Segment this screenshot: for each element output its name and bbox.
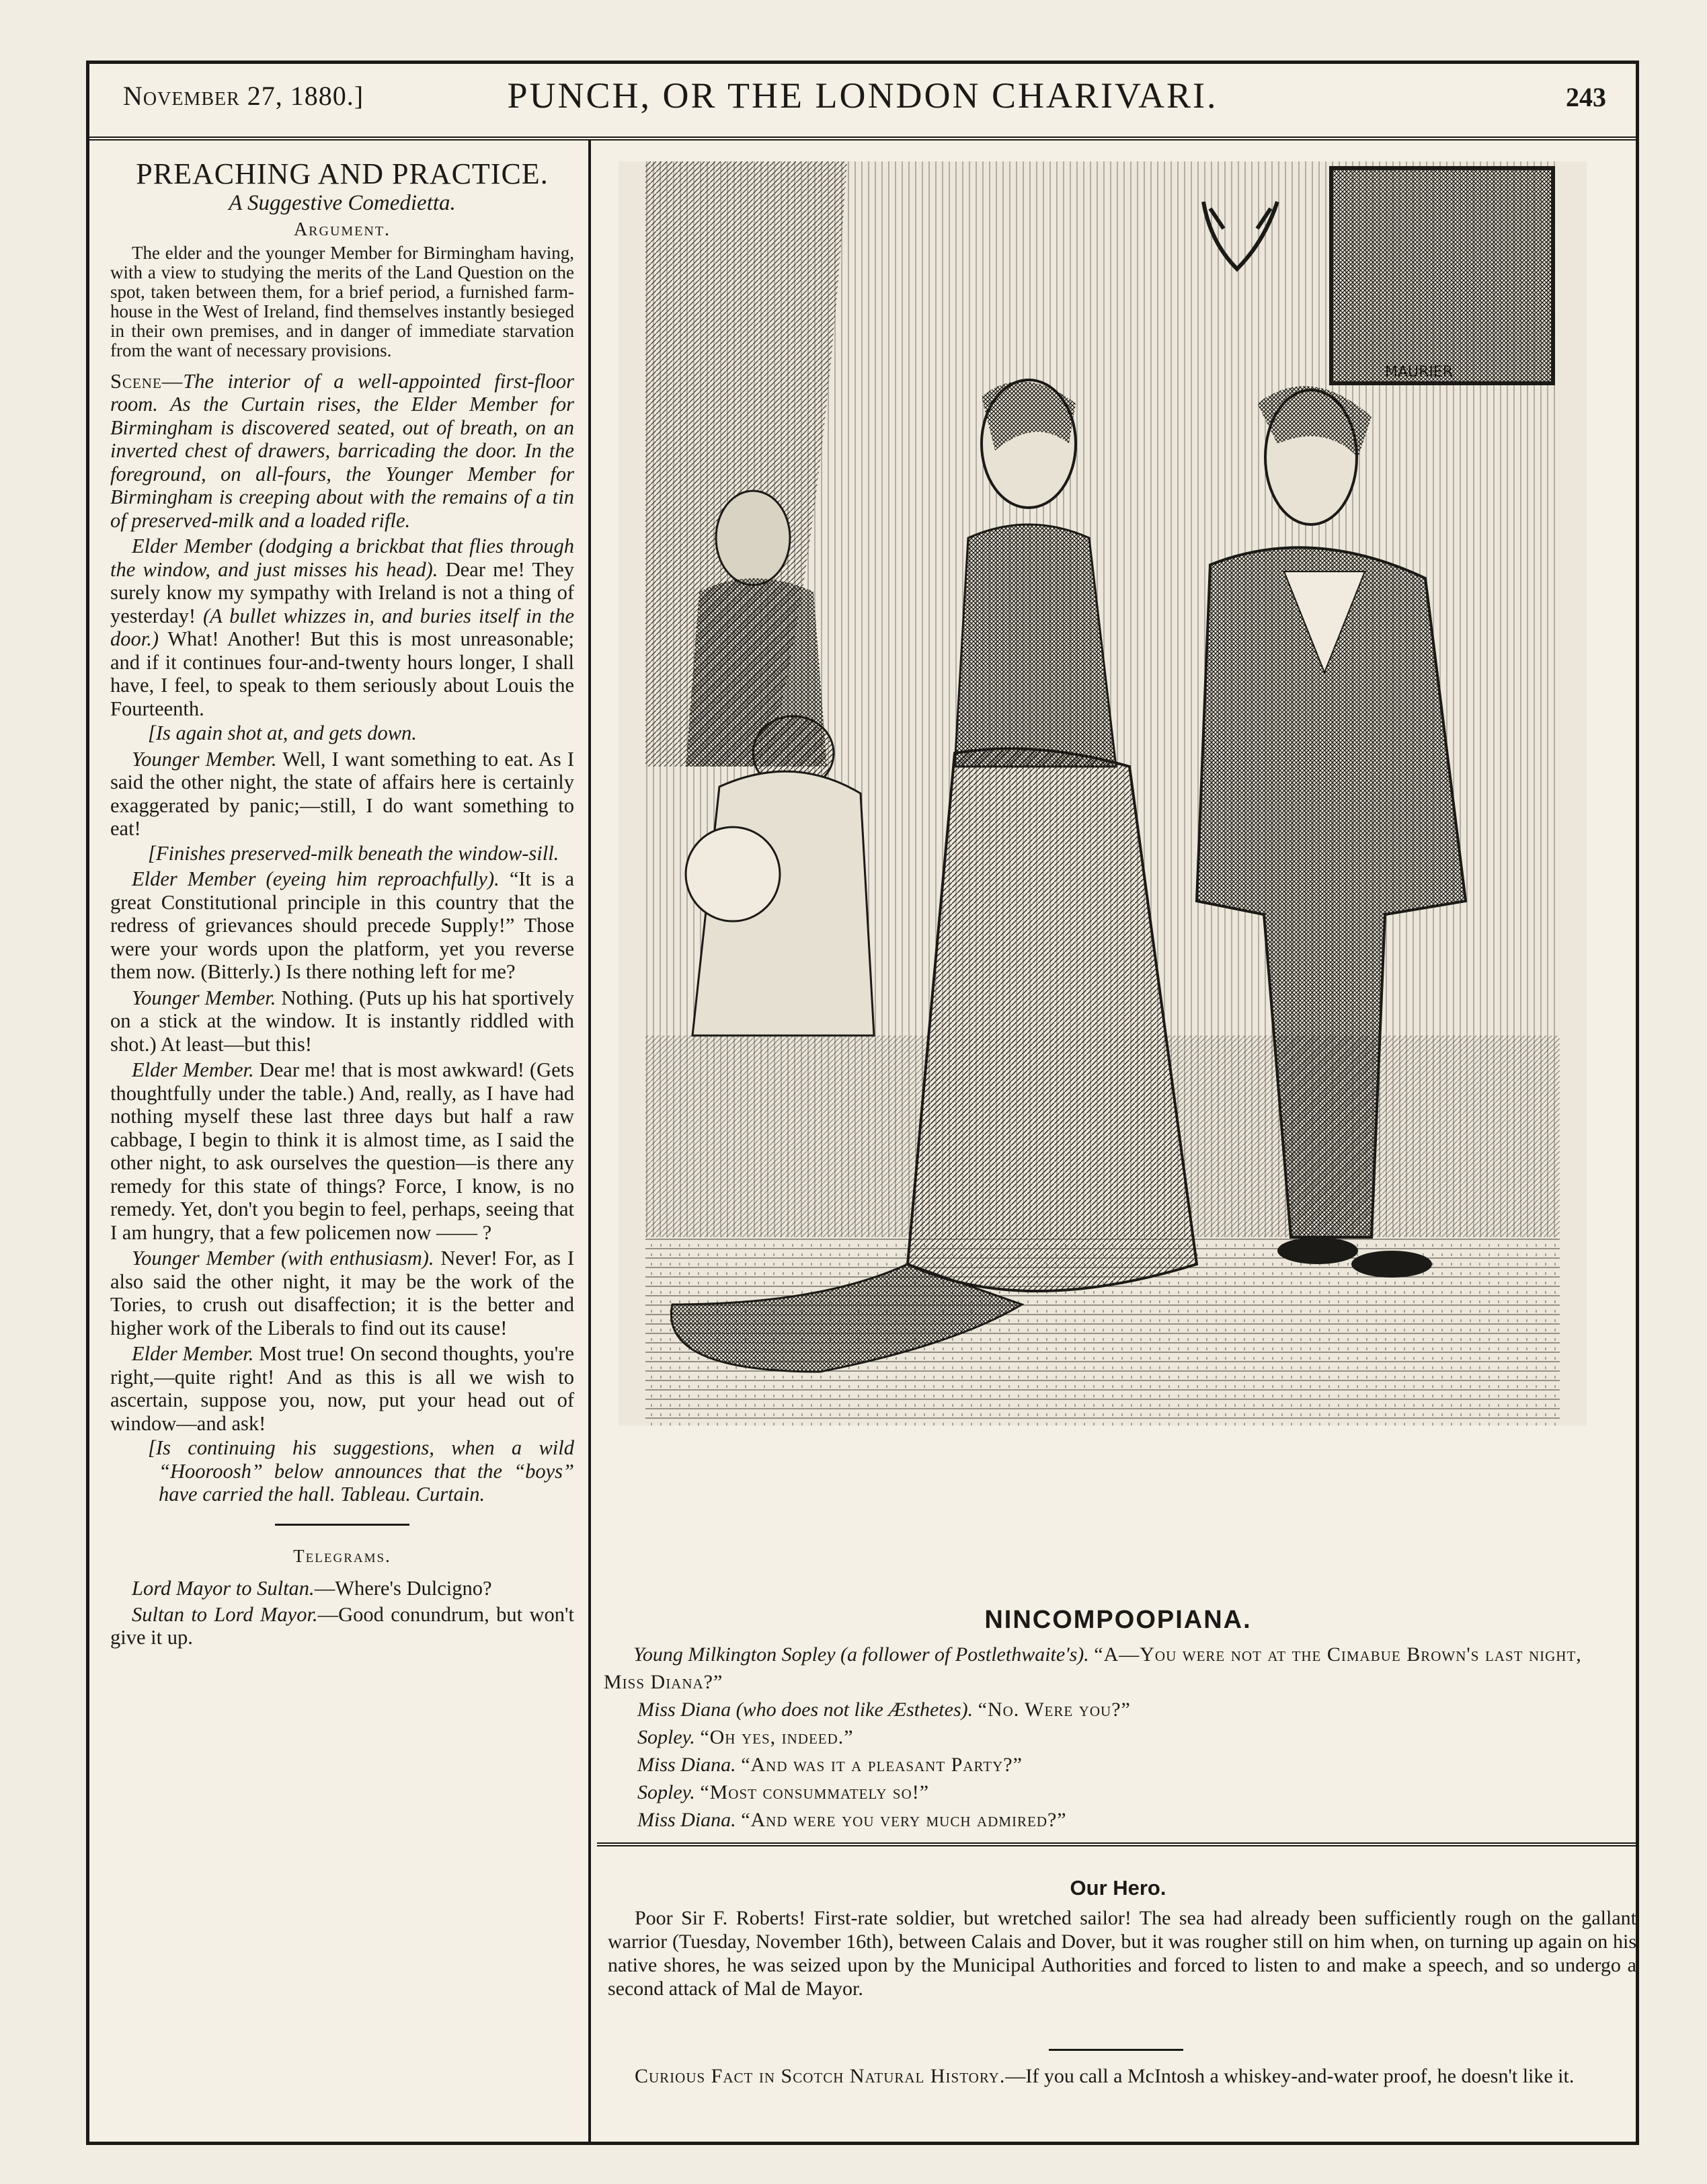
dialogue-paragraph [110, 1247, 574, 1339]
telegram-label: Sultan to Lord Mayor. [132, 1602, 318, 1626]
argument-text: The elder and the younger Member for Birmingham having, with a view to studying the merits of the Land Question on the spot, taken between them, for a brief period, a furnished farm-house in the West of Ireland, find themselves instantly besieged in their own premises, and in danger of immediate starvation from the want of necessary provisions. [110, 242, 574, 360]
section-divider [275, 1524, 409, 1526]
dialogue-paragraph [110, 867, 574, 984]
dialogue-line [604, 1806, 1626, 1834]
cartoon-dialogue [604, 1641, 1626, 1834]
speaker: Elder Member. [132, 1058, 254, 1081]
dialogue-paragraph [110, 986, 574, 1056]
speech: Most true! On second thoughts, you're right,—quite right! And as this is all we wish to ascertain, suppose you, now, put your head out of window—and ask! [110, 1342, 574, 1435]
speaker: Miss Diana. [637, 1754, 736, 1776]
stage-direction-line: [Is again shot at, and gets down. [148, 722, 417, 744]
section-divider [1049, 2049, 1183, 2051]
dialogue-line [604, 1723, 1626, 1751]
argument-heading: Argument. [293, 219, 391, 240]
scene-paragraph [110, 370, 574, 533]
speaker: Miss Diana. [637, 1809, 736, 1831]
dialogue-paragraph [110, 1058, 574, 1244]
hero-text: Poor Sir F. Roberts! First-rate soldier, but wretched sailor! The sea had already been sufficiently rough on the gallant warrior (Tuesday, November 16th), between Calais and Dover, but it was rougher still on him when, on turning up again on his native shores, he was seized upon by the Municipal Authorities and forced to listen to and make a speech, and so undergo a second attack of Mal de Mayor. [608, 1907, 1636, 2000]
telegram-line [110, 1603, 574, 1649]
speaker: Elder Member. [132, 1342, 254, 1365]
article-preaching-and-practice [110, 157, 575, 1649]
speech: “A—You were not at the Cimabue Brown's last night, Miss Diana?” [604, 1643, 1582, 1693]
issue-date: November 27, 1880.] [123, 81, 364, 111]
scene-text: The interior of a well-appointed first-floor room. As the Curtain rises, the Elder Member for Birmingham is discovered seated, out of breath, on an inverted chest of drawers, barricading the door. In the foreground, on all-fours, the Younger Member for Birmingham is creeping about with the remains of a tin of preserved-milk and a loaded rifle. [110, 369, 574, 532]
cartoon-title: NINCOMPOOPIANA. [984, 1606, 1252, 1634]
dialogue-line [604, 1641, 1626, 1696]
dialogue-line [604, 1779, 1626, 1806]
scene-label: Scene— [110, 369, 184, 393]
dialogue-paragraph [110, 535, 574, 720]
speaker: Miss Diana (who does not like Æsthetes). [637, 1699, 974, 1721]
stage-direction-line: [Finishes preserved-milk beneath the window-sill. [148, 841, 559, 865]
dialogue-line [604, 1751, 1626, 1779]
page-number: 243 [1566, 82, 1606, 112]
stage-direction: (dodging a brickbat that flies through the window, and just misses his head). [110, 535, 575, 581]
speech: Dear me! They surely know my sympathy with Ireland is not a thing of yesterday! [110, 557, 574, 627]
curious-label: Curious Fact in Scotch Natural History. [635, 2065, 1006, 2087]
speech: “Oh yes, indeed.” [700, 1726, 854, 1748]
illustrator-signature: MAURIER [1385, 364, 1454, 381]
speech: “And were you very much admired?” [741, 1809, 1067, 1831]
publication-title: PUNCH, OR THE LONDON CHARIVARI. [507, 75, 1218, 116]
speaker: Younger Member. [132, 986, 276, 1009]
speaker: Younger Member. [132, 747, 277, 771]
stage-direction: (eyeing him reproachfully). [266, 867, 500, 890]
dialogue-paragraph [110, 1342, 574, 1435]
speech: Never! For, as I also said the other night, it may be the work of the Tories, to crush out disaffection; it is the better and higher work of the Liberals to find out its cause! [110, 1247, 574, 1339]
engraving [619, 161, 1587, 1426]
speech: What! Another! But this is most unreasonable; and if it continues four-and-twenty hours longer, I shall have, I feel, to speak to them seriously about Louis the Fourteenth. [110, 627, 575, 720]
telegram-line [110, 1577, 574, 1600]
column-divider [588, 139, 591, 2142]
speech: “No. Were you?” [978, 1699, 1131, 1721]
speech: “Most consummately so!” [700, 1781, 930, 1803]
speech: Nothing. (Puts up his hat sportively on a stick at the window. It is instantly riddled with shot.) At least—but this! [110, 986, 574, 1056]
article-subtitle: A Suggestive Comedietta. [229, 190, 456, 215]
telegrams-heading: Telegrams. [293, 1545, 391, 1566]
stage-direction-line: [Is continuing his suggestions, when a wild “Hooroosh” below announces that the “boys” have carried the hall. Tableau. Curtain. [148, 1436, 574, 1506]
curious-text: —If you call a McIntosh a whiskey-and-water proof, he doesn't like it. [1005, 2065, 1575, 2087]
section-divider [597, 1842, 1639, 1846]
speaker: Elder Member [132, 535, 253, 557]
dialogue-line [604, 1696, 1626, 1723]
stage-direction: (A bullet whizzes in, and buries itself in the door.) [110, 604, 574, 650]
hero-heading: Our Hero. [1070, 1876, 1166, 1900]
speaker: Sopley. [637, 1726, 695, 1748]
speech: “And was it a pleasant Party?” [741, 1754, 1023, 1776]
curious-fact [608, 2064, 1636, 2088]
article-title: PREACHING AND PRACTICE. [136, 157, 549, 190]
page-header [89, 64, 1636, 141]
dialogue-paragraph [110, 748, 574, 841]
cartoon-illustration [619, 161, 1587, 1426]
telegram-text: —Where's Dulcigno? [314, 1577, 492, 1600]
speaker: Sopley. [637, 1781, 695, 1803]
speech: “It is a great Constitutional principle in this country that the redress of grievances should precede Supply!” Those were your words upon the platform, yet you reverse them now. (Bitterly.) Is there nothing left for me? [110, 867, 575, 983]
speaker: Younger Member [132, 1247, 275, 1270]
speaker: Young Milkington Sopley (a follower of Postlethwaite's). [633, 1643, 1089, 1666]
stage-direction: (with enthusiasm). [280, 1247, 434, 1270]
telegram-text: —Good conundrum, but won't give it up. [110, 1602, 574, 1649]
speech: Well, I want something to eat. As I said the other night, the state of affairs here is certainly exaggerated by panic;—still, I do want something to eat! [110, 747, 574, 840]
speech: Dear me! that is most awkward! (Gets thoughtfully under the table.) And, really, as I have had nothing myself these last three days but half a raw cabbage, I begin to think it is almost time, as I said the other night, to ask ourselves the question—is there any remedy for this state of things? Force, I know, is no remedy. Yet, don't you begin to feel, perhaps, seeing that I am hungry, that a few policemen now —— ? [110, 1058, 575, 1244]
telegram-label: Lord Mayor to Sultan. [132, 1577, 315, 1600]
speaker: Elder Member [132, 867, 256, 890]
